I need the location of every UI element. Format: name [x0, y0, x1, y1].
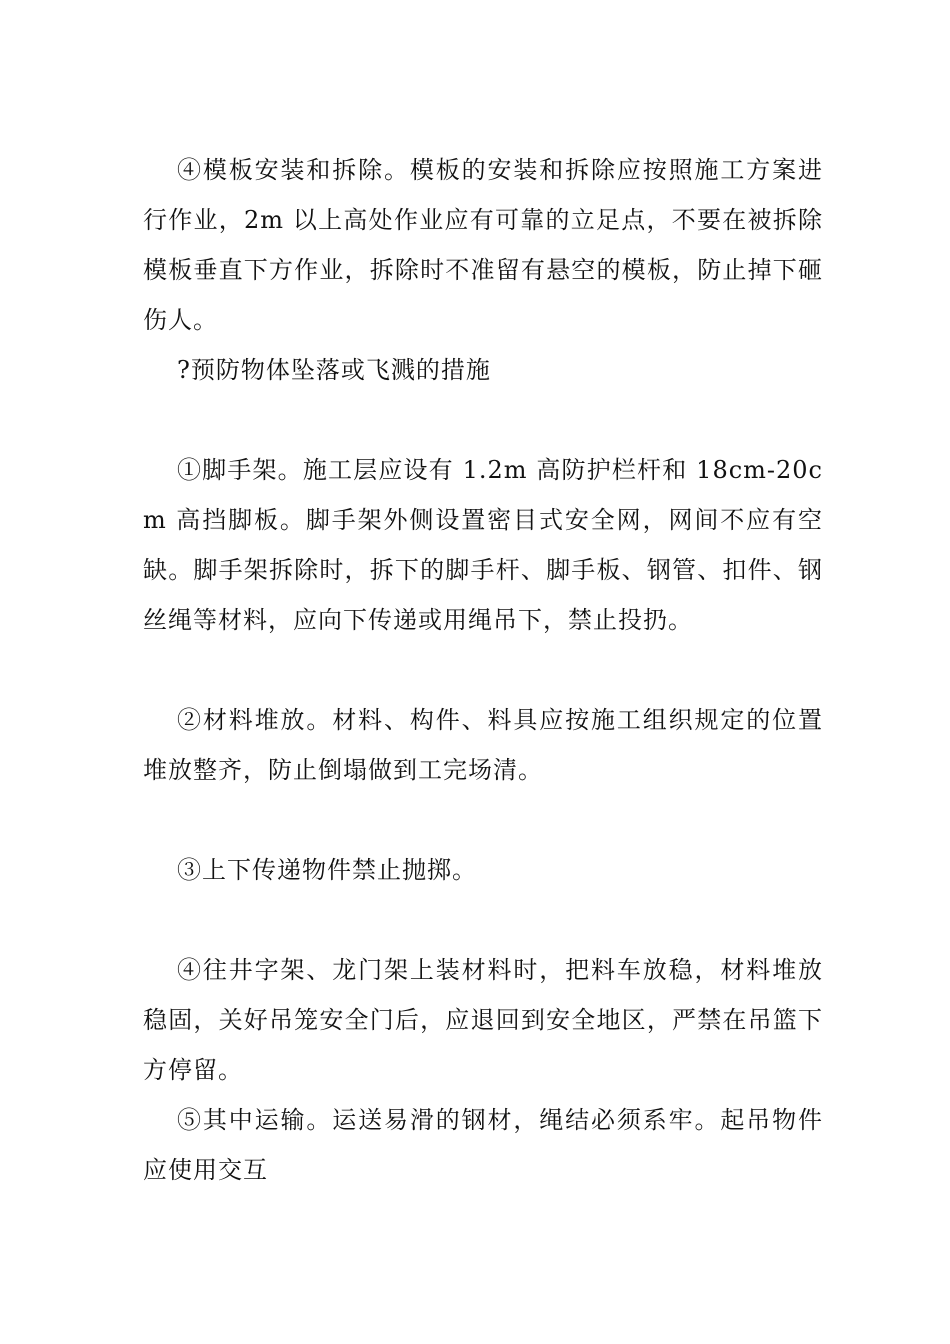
paragraph-formwork: ④模板安装和拆除。模板的安装和拆除应按照施工方案进行作业，2m 以上高处作业应有可靠的立足点，不要在被拆除模板垂直下方作业，拆除时不准留有悬空的模板，防止掉下砸伤人。: [143, 156, 823, 334]
paragraph-material-stacking: ②材料堆放。材料、构件、料具应按施工组织规定的位置堆放整齐，防止倒塌做到工完场清。: [143, 706, 823, 784]
paragraph-transport: ⑤其中运输。运送易滑的钢材，绳结必须系牢。起吊物件应使用交互: [143, 1106, 823, 1184]
section-heading-falling-objects: ?预防物体坠落或飞溅的措施: [177, 356, 491, 384]
paragraph-scaffolding: ①脚手架。施工层应设有 1.2m 高防护栏杆和 18cm-20cm 高挡脚板。脚手架外侧设置密目式安全网，网间不应有空缺。脚手架拆除时，拆下的脚手杆、脚手板、钢管、扣件、钢丝绳等材料，应向下传递或用绳吊下，禁止投扔。: [143, 456, 823, 634]
paragraph-hoist-loading: ④往井字架、龙门架上装材料时，把料车放稳，材料堆放稳固，关好吊笼安全门后，应退回到安全地区，严禁在吊篮下方停留。: [143, 956, 823, 1084]
paragraph-no-throwing: ③上下传递物件禁止抛掷。: [177, 856, 477, 884]
